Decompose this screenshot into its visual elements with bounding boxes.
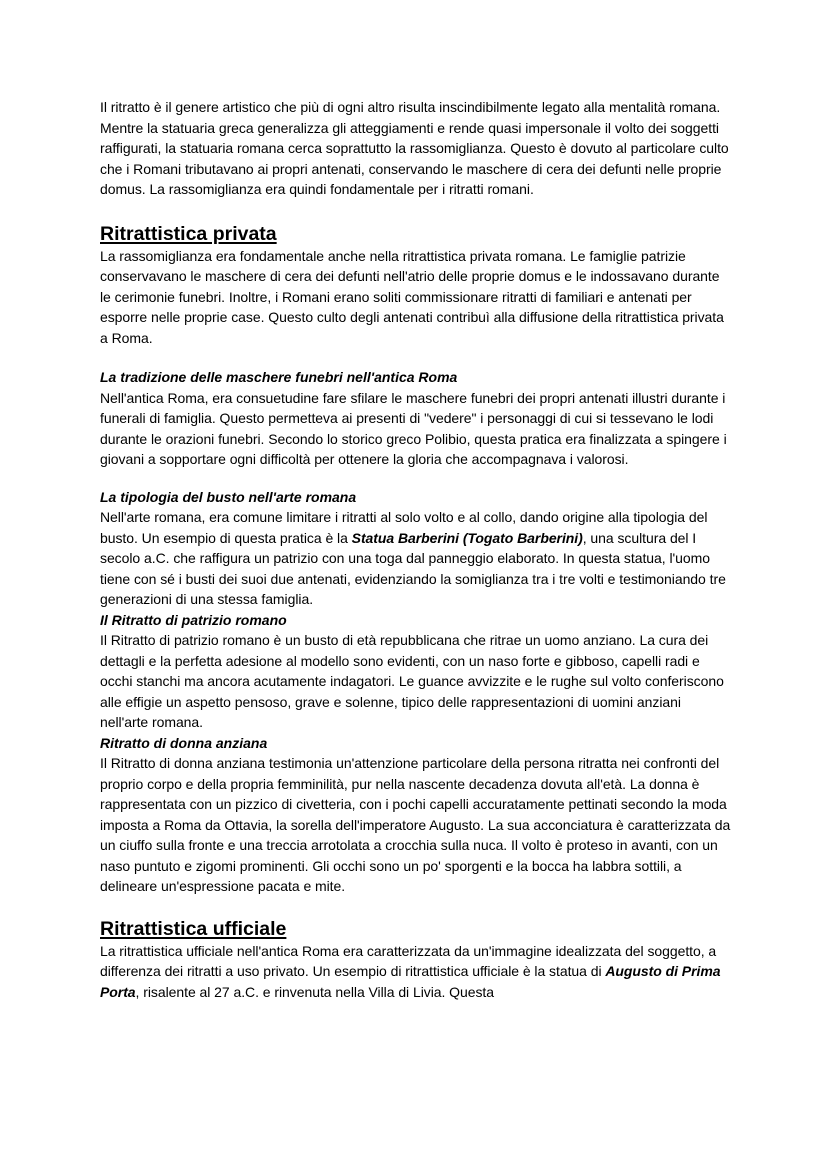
ufficiale-text-after: , risalente al 27 a.C. e rinvenuta nella Villa di Livia. Questa [135, 983, 495, 1000]
heading-ritrattistica-ufficiale: Ritrattistica ufficiale [100, 917, 287, 940]
busto-emphasis: Statua Barberini (Togato Barberini) [351, 529, 583, 546]
spacer [100, 200, 732, 222]
privata-paragraph: La rassomiglianza era fondamentale anche nella ritrattistica privata romana. Le famiglie patrizie conservavano le maschere di cera dei defunti nell'atrio delle proprie domus e le indossavano durante le cerimonie funebri. Inoltre, i Romani erano soliti commissionare ritratti di familiari e antenati per esporre nelle proprie case. Questo culto degli antenati contribuì alla diffusione della ritrattistica privata a Roma. [100, 247, 724, 346]
intro-paragraph: Il ritratto è il genere artistico che più di ogni altro risulta inscindibilmente legato alla mentalità romana. Mentre la statuaria greca generalizza gli atteggiamenti e rende quasi impersonale il volto dei soggetti raffigurati, la statuaria romana cerca soprattutto la rassomiglianza. Questo è dovuto al particolare culto che i Romani tributavano ai propri antenati, conservando le maschere di cera dei defunti nelle proprie domus. La rassomiglianza era quindi fondamentale per i ritratti romani. [100, 99, 729, 197]
spacer [100, 470, 732, 487]
patrizio-paragraph: Il Ritratto di patrizio romano è un busto di età repubblicana che ritrae un uomo anziano. La cura dei dettagli e la perfetta adesione al modello sono evidenti, con un naso forte e gibboso, capelli radi e occhi stanchi ma ancora acutamente indagatori. Le guance avvizzite e le rughe sul volto conferiscono alle effigie un aspetto pensoso, grave e solenne, tipico delle rappresentazioni di uomini anziani nell'arte romana. [100, 632, 724, 730]
donna-paragraph: Il Ritratto di donna anziana testimonia un'attenzione particolare della persona ritratta nei confronti del proprio corpo e della propria femminilità, pur nella nascente decadenza dovuta all'età. La donna è rappresentata con un pizzico di civetteria, con i pochi capelli accuratamente pettinati secondo la moda imposta a Roma da Ottavia, la sorella dell'imperatore Augusto. La sua acconciatura è caratterizzata da un ciuffo sulla fronte e una treccia arrotolata a crocchia sulla nuca. Il volto è proteso in avanti, con un naso puntuto e zigomi prominenti. Gli occhi sono un po' sporgenti e la bocca ha labbra sottili, a delineare un'espressione pacata e mite. [100, 755, 731, 894]
busto-paragraph [100, 507, 732, 610]
busto-text-before: Nell'arte romana, era comune limitare i ritratti al solo volto e al collo, dando origine alla tipologia del busto. Un esempio di questa pratica è la [100, 509, 708, 546]
spacer [100, 348, 732, 367]
heading-patrizio-romano: Il Ritratto di patrizio romano [100, 611, 287, 628]
ufficiale-emphasis: Augusto di Prima Porta [100, 963, 721, 1000]
busto-text-after: , una scultura del I secolo a.C. che raffigura un patrizio con una toga dal panneggio elaborato. In questa statua, l'uomo tiene con sé i busti dei suoi due antenati, evidenziando la somiglianza tra i tre volti e testimoniando tre generazioni di una stessa famiglia. [100, 529, 726, 607]
ufficiale-text-before: La ritrattistica ufficiale nell'antica Roma era caratterizzata da un'immagine idealizzata del soggetto, a differenza dei ritratti a uso privato. Un esempio di ritrattistica ufficiale è la statua di [100, 942, 717, 979]
heading-donna-anziana: Ritratto di donna anziana [100, 734, 268, 751]
heading-maschere-funebri: La tradizione delle maschere funebri nell'antica Roma [100, 369, 458, 385]
heading-tipologia-busto: La tipologia del busto nell'arte romana [100, 488, 357, 505]
document-body [100, 97, 732, 1002]
ufficiale-paragraph [100, 941, 732, 1003]
spacer [100, 897, 732, 917]
maschere-paragraph: Nell'antica Roma, era consuetudine fare sfilare le maschere funebri dei propri antenati illustri durante i funerali di famiglia. Questo permetteva ai presenti di "vedere" i personaggi di cui si tessevano le lodi durante le orazioni funebri. Secondo lo storico greco Polibio, questa pratica era finalizzata a spingere i giovani a sopportare ogni difficoltà per ottenere la gloria che accompagnava i valorosi. [100, 389, 727, 467]
heading-ritrattistica-privata: Ritrattistica privata [100, 222, 277, 245]
